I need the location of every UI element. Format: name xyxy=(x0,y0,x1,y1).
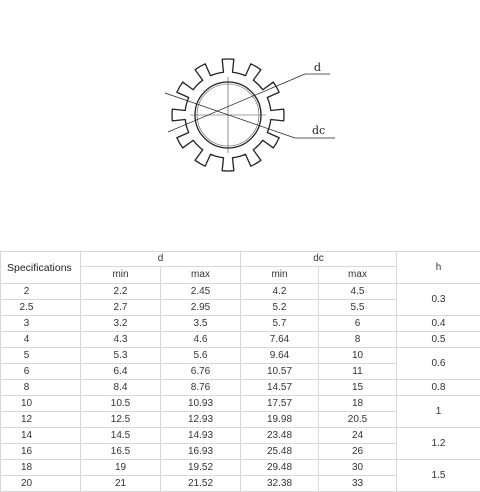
d-min-cell: 21 xyxy=(81,476,161,492)
dc-min-cell: 7.64 xyxy=(241,332,319,348)
dc-min-cell: 5.2 xyxy=(241,300,319,316)
d-max-header: max xyxy=(161,267,241,284)
spec-cell: 18 xyxy=(1,460,81,476)
spec-cell: 3 xyxy=(1,316,81,332)
spec-cell: 14 xyxy=(1,428,81,444)
dc-max-cell: 15 xyxy=(319,380,397,396)
spec-cell: 2.5 xyxy=(1,300,81,316)
spec-cell: 12 xyxy=(1,412,81,428)
d-min-cell: 2.7 xyxy=(81,300,161,316)
spec-cell: 6 xyxy=(1,364,81,380)
dc-min-cell: 9.64 xyxy=(241,348,319,364)
d-max-cell: 3.5 xyxy=(161,316,241,332)
specifications-header: Specifications xyxy=(1,252,81,284)
d-max-cell: 4.6 xyxy=(161,332,241,348)
table-row xyxy=(1,332,480,348)
dc-min-cell: 25.48 xyxy=(241,444,319,460)
dc-min-cell: 32.38 xyxy=(241,476,319,492)
label-dc: dc xyxy=(312,124,325,137)
d-max-cell: 14.93 xyxy=(161,428,241,444)
dc-min-cell: 5.7 xyxy=(241,316,319,332)
d-min-cell: 5.3 xyxy=(81,348,161,364)
table-row xyxy=(1,428,480,444)
h-cell: 1.2 xyxy=(397,428,480,460)
d-max-cell: 6.76 xyxy=(161,364,241,380)
table-row xyxy=(1,460,480,476)
h-cell: 0.6 xyxy=(397,348,480,380)
dc-max-cell: 26 xyxy=(319,444,397,460)
table-row xyxy=(1,396,480,412)
header-row-groups xyxy=(1,252,480,267)
d-max-cell: 2.95 xyxy=(161,300,241,316)
dc-max-cell: 20.5 xyxy=(319,412,397,428)
h-cell: 0.5 xyxy=(397,332,480,348)
d-max-cell: 21.52 xyxy=(161,476,241,492)
d-min-cell: 3.2 xyxy=(81,316,161,332)
dc-max-cell: 6 xyxy=(319,316,397,332)
d-max-cell: 12.93 xyxy=(161,412,241,428)
dc-max-cell: 4.5 xyxy=(319,284,397,300)
d-min-cell: 8.4 xyxy=(81,380,161,396)
dc-max-cell: 18 xyxy=(319,396,397,412)
dc-min-cell: 4.2 xyxy=(241,284,319,300)
d-min-cell: 14.5 xyxy=(81,428,161,444)
d-max-cell: 2.45 xyxy=(161,284,241,300)
d-group-header: d xyxy=(81,252,241,267)
dc-min-cell: 23.48 xyxy=(241,428,319,444)
table-row xyxy=(1,316,480,332)
spec-cell: 10 xyxy=(1,396,81,412)
table-row xyxy=(1,380,480,396)
dc-min-cell: 10.57 xyxy=(241,364,319,380)
dc-max-cell: 10 xyxy=(319,348,397,364)
d-min-cell: 12.5 xyxy=(81,412,161,428)
dc-min-cell: 14.57 xyxy=(241,380,319,396)
dc-min-cell: 19.98 xyxy=(241,412,319,428)
label-d: d xyxy=(314,61,321,74)
h-cell: 0.3 xyxy=(397,284,480,316)
spec-cell: 16 xyxy=(1,444,81,460)
h-header: h xyxy=(397,252,480,284)
leader-line-dc xyxy=(165,93,295,138)
table-row xyxy=(1,284,480,300)
dc-group-header: dc xyxy=(241,252,397,267)
dc-max-cell: 5.5 xyxy=(319,300,397,316)
dc-min-cell: 29.48 xyxy=(241,460,319,476)
d-min-cell: 2.2 xyxy=(81,284,161,300)
dc-max-cell: 33 xyxy=(319,476,397,492)
dc-min-header: min xyxy=(241,267,319,284)
spec-cell: 2 xyxy=(1,284,81,300)
d-min-cell: 4.3 xyxy=(81,332,161,348)
table-row xyxy=(1,348,480,364)
dc-max-cell: 8 xyxy=(319,332,397,348)
d-min-cell: 10.5 xyxy=(81,396,161,412)
spec-cell: 4 xyxy=(1,332,81,348)
d-min-cell: 6.4 xyxy=(81,364,161,380)
d-max-cell: 10.93 xyxy=(161,396,241,412)
h-cell: 1.5 xyxy=(397,460,480,492)
spec-cell: 8 xyxy=(1,380,81,396)
d-max-cell: 19.52 xyxy=(161,460,241,476)
dc-max-cell: 11 xyxy=(319,364,397,380)
d-min-header: min xyxy=(81,267,161,284)
d-max-cell: 8.76 xyxy=(161,380,241,396)
washer-drawing xyxy=(0,0,480,240)
spec-cell: 20 xyxy=(1,476,81,492)
spec-cell: 5 xyxy=(1,348,81,364)
dc-max-cell: 30 xyxy=(319,460,397,476)
d-max-cell: 16.93 xyxy=(161,444,241,460)
d-min-cell: 16.5 xyxy=(81,444,161,460)
d-max-cell: 5.6 xyxy=(161,348,241,364)
spec-table xyxy=(0,251,480,492)
dc-max-header: max xyxy=(319,267,397,284)
h-cell: 1 xyxy=(397,396,480,428)
d-min-cell: 19 xyxy=(81,460,161,476)
h-cell: 0.4 xyxy=(397,316,480,332)
h-cell: 0.8 xyxy=(397,380,480,396)
spec-table-body xyxy=(1,284,480,492)
dc-min-cell: 17.57 xyxy=(241,396,319,412)
dc-max-cell: 24 xyxy=(319,428,397,444)
